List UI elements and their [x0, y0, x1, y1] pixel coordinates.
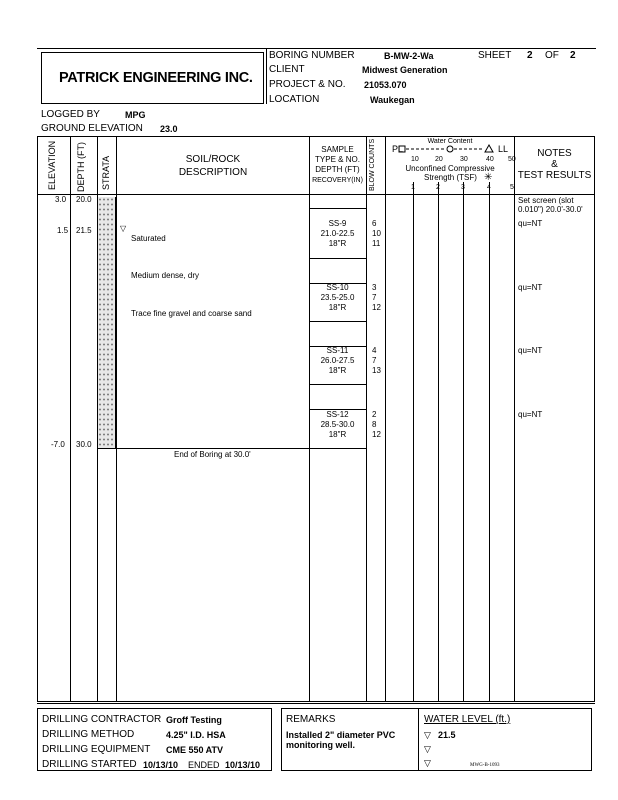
started-value: 10/13/10 [143, 760, 179, 770]
footer-top-rule [37, 703, 595, 704]
location-value: Waukegan [370, 95, 415, 105]
blow-count: 7 [372, 356, 377, 365]
strata-header: STRATA [101, 155, 111, 190]
remarks-label: REMARKS [286, 714, 336, 725]
logged-by-value: MPG [125, 110, 146, 120]
contractor-label: DRILLING CONTRACTOR [42, 714, 162, 725]
sample-recovery: 18"R [328, 239, 347, 248]
sample-header-3: DEPTH (FT) [315, 165, 360, 174]
blow-count: 12 [372, 303, 381, 312]
ground-elevation-label: GROUND ELEVATION [41, 123, 143, 134]
ended-value: 10/13/10 [225, 760, 261, 770]
sheet-number: 2 [527, 50, 533, 61]
sample-rule [309, 208, 366, 209]
depth-water: 21.5 [76, 226, 92, 235]
wc-tick-20: 20 [435, 156, 443, 163]
logged-by-label: LOGGED BY [41, 109, 100, 120]
sample-header-2: TYPE & NO. [315, 155, 360, 164]
strata-pattern [98, 197, 116, 448]
blow-count: 7 [372, 293, 377, 302]
sample-note: qu=NT [518, 410, 543, 419]
location-label: LOCATION [269, 94, 320, 105]
elevation-header: ELEVATION [47, 140, 57, 190]
column-header-rule [37, 194, 595, 195]
ucs-tick-2: 2 [436, 184, 440, 191]
ucs-star-icon: ✳ [484, 172, 493, 183]
depth-header: DEPTH (FT) [76, 142, 86, 192]
ended-label: ENDED [188, 760, 220, 770]
col-line-strata [116, 136, 117, 702]
sample-recovery: 18"R [328, 430, 347, 439]
blow-counts-header: BLOW COUNTS [369, 138, 376, 191]
depth-bottom: 30.0 [76, 440, 92, 449]
water-content-label: Water Content [427, 138, 473, 145]
ucs-tick-5: 5 [510, 184, 514, 191]
client-label: CLIENT [269, 64, 305, 75]
blow-count: 6 [372, 219, 377, 228]
chart-grid-3 [463, 182, 464, 702]
ll-label: LL [498, 144, 509, 154]
sample-rule [309, 321, 366, 322]
notes-screen-2: 0.010") 20.0'-30.0' [518, 205, 583, 214]
sample-rule [309, 384, 366, 385]
equipment-value: CME 550 ATV [166, 745, 224, 755]
col-line-elevation [70, 136, 71, 702]
pl-label: PL [392, 144, 404, 154]
sample-id: SS-10 [326, 283, 349, 292]
blow-count: 2 [372, 410, 377, 419]
depth-top: 20.0 [76, 195, 92, 204]
col-line-sample [366, 136, 367, 702]
desc-saturated: Saturated [131, 234, 166, 243]
soil-header-2: DESCRIPTION [178, 167, 248, 178]
chart-grid-4 [489, 182, 490, 702]
water-level-label: WATER LEVEL (ft.) [424, 714, 511, 725]
desc-end-of-boring: End of Boring at 30.0' [174, 450, 251, 459]
method-label: DRILLING METHOD [42, 729, 135, 740]
ground-elevation-value: 23.0 [160, 124, 178, 134]
desc-trace: Trace fine gravel and coarse sand [131, 309, 252, 318]
water-level-value: 21.5 [438, 730, 456, 740]
wc-tick-30: 30 [460, 156, 468, 163]
sample-id: SS-12 [326, 410, 349, 419]
sample-note: qu=NT [518, 219, 543, 228]
boring-number: B-MW-2-Wa [384, 51, 434, 61]
water-level-icon-2: ▽ [424, 744, 431, 754]
notes-header-1: NOTES [537, 148, 572, 159]
soil-header-1: SOIL/ROCK [185, 154, 241, 165]
sample-note: qu=NT [518, 283, 543, 292]
elevation-bottom: -7.0 [51, 440, 65, 449]
ucs-tick-3: 3 [461, 184, 465, 191]
notes-header-2: & [551, 159, 558, 170]
project-value: 21053.070 [364, 80, 407, 90]
notes-screen-1: Set screen (slot [518, 196, 574, 205]
ucs-label-1: Unconfined Compressive [405, 164, 495, 173]
sample-depth: 21.0-22.5 [320, 229, 355, 238]
boring-number-label: BORING NUMBER [269, 50, 355, 61]
ucs-label-2: Strength (TSF) [424, 173, 477, 182]
water-table-icon: ▽ [120, 224, 127, 233]
blow-count: 12 [372, 430, 381, 439]
client-value: Midwest Generation [362, 65, 448, 75]
wc-tick-50: 50 [508, 156, 516, 163]
header-top-rule [37, 48, 596, 49]
notes-header-3: TEST RESULTS [517, 170, 592, 181]
sample-recovery: 18"R [328, 303, 347, 312]
end-of-boring-rule [97, 448, 366, 449]
sheet-of-label: OF [545, 50, 559, 61]
sample-recovery: 18"R [328, 366, 347, 375]
company-box [41, 52, 264, 104]
sheet-total: 2 [570, 50, 576, 61]
blow-count: 10 [372, 229, 381, 238]
header-divider [266, 48, 267, 104]
chart-grid-2 [438, 182, 439, 702]
equipment-label: DRILLING EQUIPMENT [42, 744, 151, 755]
remarks-line-2: monitoring well. [286, 740, 355, 750]
desc-medium-dense: Medium dense, dry [131, 271, 200, 280]
started-label: DRILLING STARTED [42, 759, 137, 770]
project-label: PROJECT & NO. [269, 79, 346, 90]
form-code: MWG-B-1093 [470, 763, 500, 768]
ucs-tick-1: 1 [411, 184, 415, 191]
sample-note: qu=NT [518, 346, 543, 355]
sample-id: SS-11 [326, 346, 349, 355]
company-name: PATRICK ENGINEERING INC. [59, 70, 253, 86]
wc-tick-10: 10 [411, 156, 419, 163]
remarks-divider [418, 708, 419, 771]
blow-count: 8 [372, 420, 377, 429]
sample-depth: 26.0-27.5 [320, 356, 355, 365]
col-line-chart [514, 136, 515, 702]
sample-header-4: RECOVERY(IN) [312, 177, 363, 184]
contractor-value: Groff Testing [166, 715, 222, 725]
ucs-tick-4: 4 [487, 184, 491, 191]
wc-tick-40: 40 [486, 156, 494, 163]
chart-grid-1 [413, 182, 414, 702]
sample-id: SS-9 [328, 219, 347, 228]
blow-count: 4 [372, 346, 377, 355]
remarks-line-1: Installed 2" diameter PVC [286, 730, 396, 740]
sample-depth: 23.5-25.0 [320, 293, 355, 302]
sample-depth: 28.5-30.0 [320, 420, 355, 429]
sample-rule [309, 258, 366, 259]
sample-header-1: SAMPLE [321, 145, 354, 154]
col-line-blows [385, 136, 386, 702]
method-value: 4.25" I.D. HSA [166, 730, 226, 740]
blow-count: 11 [372, 239, 381, 248]
blow-count: 13 [372, 366, 381, 375]
elevation-top: 3.0 [55, 195, 67, 204]
water-level-icon: ▽ [424, 730, 431, 740]
elevation-water: 1.5 [57, 226, 69, 235]
blow-count: 3 [372, 283, 377, 292]
sheet-label: SHEET [478, 50, 512, 61]
water-level-icon-3: ▽ [424, 758, 431, 768]
